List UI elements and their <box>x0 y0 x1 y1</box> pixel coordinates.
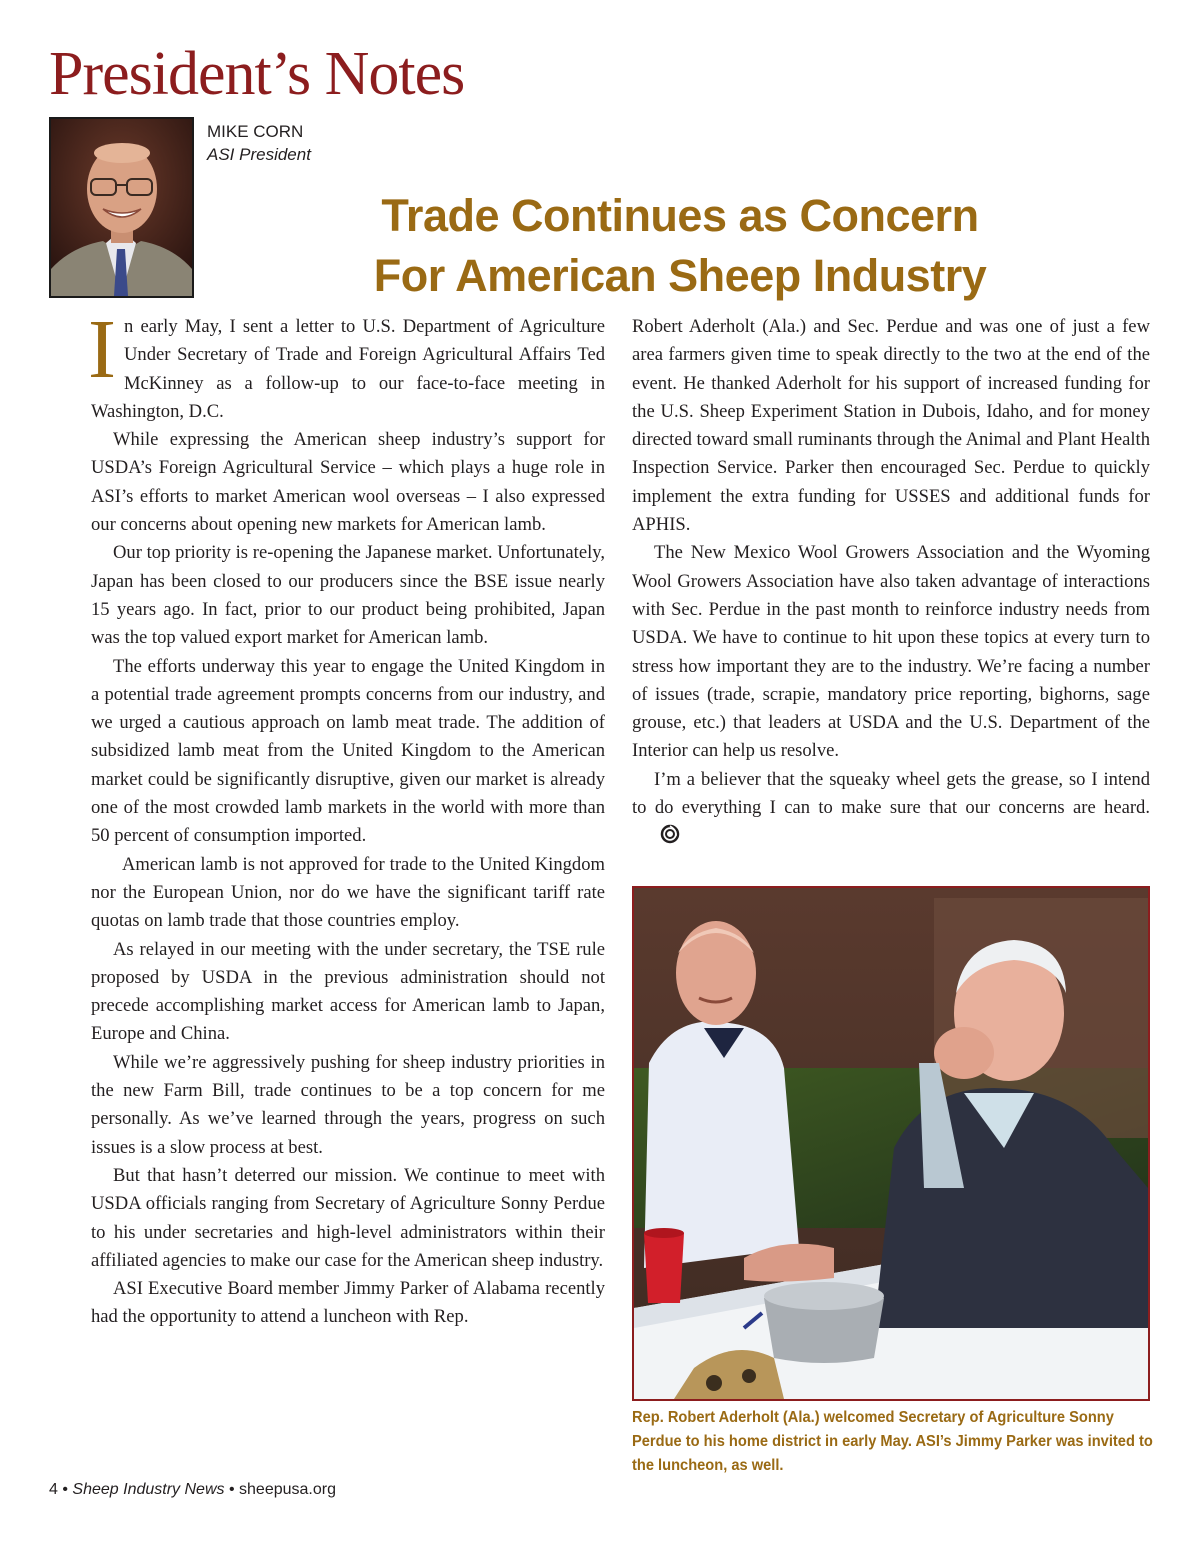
article-paragraph: In early May, I sent a letter to U.S. Department of Agriculture Under Secretary of Trade and Foreign Agricultural Affairs Ted McKinney as a follow-up to our face-to-face meeting in Washington, D.C. <box>88 303 605 422</box>
article-paragraph: Robert Aderholt (Ala.) and Sec. Perdue and was one of just a few area farmers given time to speak directly to the two at the end of the event. He thanked Aderholt for his support of increased funding for the U.S. Sheep Experiment Station in Dubois, Idaho, and for money directed toward small ruminants through the Animal and Plant Health Inspection Service. Parker then encouraged Sec. Perdue to quickly implement the extra funding for USSES and additional funds for APHIS. <box>632 316 1150 536</box>
article-paragraph: While expressing the American sheep industry’s support for USDA’s Foreign Agricultural Service – which plays a huge role in ASI’s efforts to market American wool overseas – I also expressed our concerns about opening new markets for American lamb. <box>91 429 605 536</box>
page-footer <box>49 1479 336 1501</box>
article-paragraph: ASI Executive Board member Jimmy Parker of Alabama recently had the opportunity to attend a luncheon with Rep. <box>91 1278 605 1328</box>
author-portrait-image <box>51 119 192 296</box>
article-column-right <box>632 313 1150 854</box>
publication-name: Sheep Industry News <box>72 1481 225 1498</box>
author-byline <box>207 120 311 166</box>
article-paragraph: As relayed in our meeting with the under secretary, the TSE rule proposed by USDA in the previous administration should not precede accomplishing market access for American lamb to Japan, Europe and China. <box>91 938 605 1045</box>
photo-caption <box>632 1406 1153 1478</box>
headline-line-1: Trade Continues as Concern <box>381 190 979 241</box>
event-photo <box>632 886 1150 1401</box>
article-paragraph: The New Mexico Wool Growers Association and the Wyoming Wool Growers Association have also taken advantage of interactions with Sec. Perdue in the past month to reinforce industry needs from USDA. We have to continue to hit upon these topics at every turn to stress how important they are to the industry. We’re facing a number of issues (trade, scrapie, mandatory price reporting, bighorns, sage grouse, etc.) that leaders at USDA and the U.S. Department of the Interior can help us resolve. <box>632 542 1150 762</box>
author-name: MIKE CORN <box>207 122 304 141</box>
article-headline <box>330 186 1030 306</box>
caption-line-1: Rep. Robert Aderholt (Ala.) welcomed Secretary of Agriculture Sonny <box>632 1409 1114 1426</box>
sheep-logo-icon <box>638 824 680 853</box>
author-role: ASI President <box>207 145 311 164</box>
article-paragraph: While we’re aggressively pushing for sheep industry priorities in the new Farm Bill, trade continues to be a top concern for me personally. As we’ve learned through the years, progress on such issues is a slow process at best. <box>91 1051 605 1158</box>
article-paragraph: The efforts underway this year to engage the United Kingdom in a potential trade agreement prompts concerns from our industry, and we urged a cautious approach on lamb meat trade. The addition of subsidized lamb meat from the United Kingdom to the American market could be significantly disruptive, given our market is already one of the most crowded lamb markets in the world with more than 50 percent of consumption imported. <box>91 655 605 847</box>
article-paragraph: Our top priority is re-opening the Japanese market. Unfortunately, Japan has been closed to our producers since the BSE issue nearly 15 years ago. In fact, prior to our product being prohibited, Japan was the top valued export market for American lamb. <box>91 542 605 649</box>
article-paragraph: I’m a believer that the squeaky wheel gets the grease, so I intend to do everything I can to make sure that our concerns are heard. <box>632 766 1150 854</box>
footer-separator: • <box>228 1481 235 1498</box>
page-number: 4 <box>49 1481 58 1498</box>
caption-line-2: Perdue to his home district in early May. ASI’s Jimmy Parker was invited to <box>632 1433 1153 1450</box>
luncheon-photo-image <box>634 888 1148 1399</box>
footer-separator: • <box>62 1481 68 1498</box>
article-paragraph: American lamb is not approved for trade to the United Kingdom nor the European Union, nor do we have the significant tariff rate quotas on lamb trade that those countries employ. <box>91 853 605 932</box>
headline-line-2: For American Sheep Industry <box>373 250 987 301</box>
author-portrait <box>49 117 194 298</box>
website-link[interactable]: sheepusa.org <box>239 1481 336 1498</box>
article-paragraph: But that hasn’t deterred our mission. We continue to meet with USDA officials ranging from Secretary of Agriculture Sonny Perdue to his under secretaries and high-level administrators within their affiliated agencies to make our case for the American sheep industry. <box>91 1164 605 1271</box>
drop-cap: I <box>88 303 116 396</box>
caption-line-3: the luncheon, as well. <box>632 1457 784 1474</box>
article-column-left <box>88 303 605 1332</box>
section-title: President’s Notes <box>49 40 465 108</box>
